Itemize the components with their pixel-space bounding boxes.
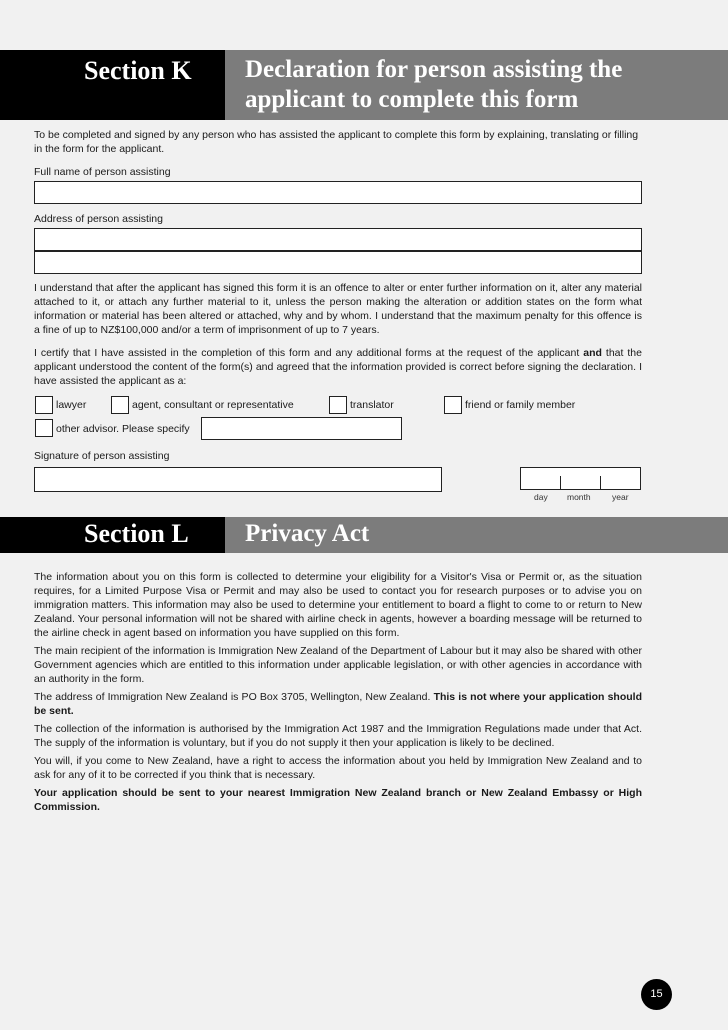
other-advisor-specify-field[interactable] [201,417,402,440]
full-name-field[interactable] [34,181,642,204]
privacy-paragraph-3 [34,690,642,718]
section-k-label: Section K [0,50,225,120]
privacy-send-instruction: Your application should be sent to your nearest Immigration New Zealand branch or New Zealand Embassy or High Commission. [34,787,642,813]
translator-label: translator [350,399,394,411]
section-k-title-line2: applicant to complete this form [245,86,579,113]
friend-family-label: friend or family member [465,399,576,411]
date-field[interactable] [520,467,641,490]
signature-label: Signature of person assisting [34,450,170,462]
privacy-paragraph-5: You will, if you come to New Zealand, have a right to access the information about you held by Immigration New Zealand and to ask for any of it to be corrected if you think that is necessary. [34,755,642,781]
section-k-header [0,50,728,120]
lawyer-label: lawyer [56,399,87,411]
friend-family-checkbox[interactable] [444,396,462,414]
date-month-label: month [567,492,591,502]
section-k-title [225,50,728,120]
privacy-address-warning: This is not where your application should be sent. [34,691,642,717]
privacy-text [34,570,642,818]
certify-text-end: that the applicant understood the content of the form(s) and agreed that the information provided is correct before signing the declaration. I have assisted the applicant as a: [34,347,642,387]
section-l-label: Section L [0,517,225,553]
other-advisor-checkbox[interactable] [35,419,53,437]
date-day-label: day [534,492,548,502]
certify-text-start: I certify that I have assisted in the completion of this form and any additional forms at the request of the applicant [34,347,584,359]
date-divider-2 [600,476,601,490]
privacy-address-text: The address of Immigration New Zealand is PO Box 3705, Wellington, New Zealand. [34,691,434,703]
section-l-header [0,517,728,553]
address-label: Address of person assisting [34,213,163,225]
agent-label: agent, consultant or representative [132,399,294,411]
page-number: 15 [641,979,672,1010]
other-advisor-label: other advisor. Please specify [56,423,190,435]
section-k-intro: To be completed and signed by any person who has assisted the applicant to complete this form by explaining, translating or filling in the form for the applicant. [34,129,639,155]
privacy-paragraph-2: The main recipient of the information is Immigration New Zealand of the Department of Labour but it may also be shared with other Government agencies which are entitled to this information under applicable legislation, or with other agencies in accordance with an authority in the form. [34,645,642,685]
agent-checkbox[interactable] [111,396,129,414]
section-l-title: Privacy Act [225,517,728,553]
address-field-line1[interactable] [34,228,642,251]
certify-text-bold: and [583,347,602,359]
signature-field[interactable] [34,467,442,492]
offence-statement: I understand that after the applicant has signed this form it is an offence to alter or enter further information on it, alter any material attached to it, or attach any further material to it, unless the person making the alteration or addition states on the form what information or material has been altered or attached, why and by whom. I understand that the maximum penalty for this offence is a fine of up to NZ$100,000 and/or a term of imprisonment of up to 7 years. [34,282,642,336]
date-divider-1 [560,476,561,490]
lawyer-checkbox[interactable] [35,396,53,414]
date-year-label: year [612,492,629,502]
full-name-label: Full name of person assisting [34,166,171,178]
address-field-line2[interactable] [34,251,642,274]
privacy-paragraph-1: The information about you on this form is collected to determine your eligibility for a Visitor's Visa or Permit or, as the situation requires, for a Limited Purpose Visa or Permit and may also be used to contact you for research purposes or to advise you on immigration matters. This information may also be used to determine your entitlement to board a flight to come to or return to New Zealand. Your personal information will not be shared with airline check in agents, however a boarding message will be returned to the airline check in agent based on information you have supplied on this form. [34,571,642,639]
section-k-title-line1: Declaration for person assisting the [245,56,623,83]
privacy-paragraph-4: The collection of the information is authorised by the Immigration Act 1987 and the Immigration Regulations made under that Act. The supply of the information is voluntary, but if you do not supply it then your application is likely to be declined. [34,723,642,749]
privacy-paragraph-6 [34,786,642,814]
certify-statement [34,346,642,388]
translator-checkbox[interactable] [329,396,347,414]
